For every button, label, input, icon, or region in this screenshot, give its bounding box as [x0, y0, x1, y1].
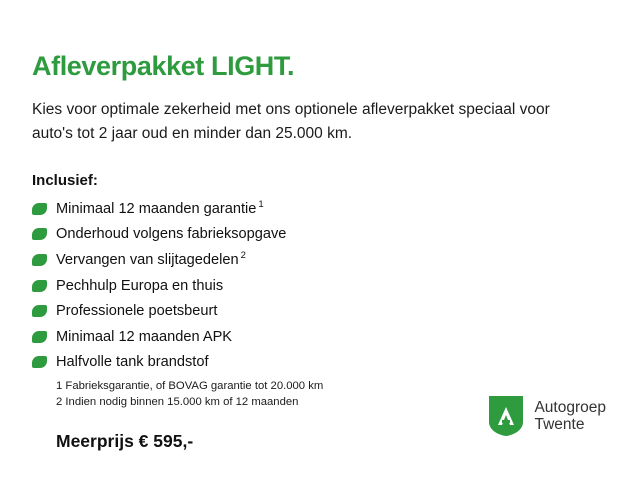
- list-item: [32, 301, 608, 320]
- leaf-bullet-icon: [32, 254, 47, 266]
- brand-line-2: Twente: [534, 416, 585, 433]
- feature-label: Onderhoud volgens fabrieksopgave: [56, 226, 287, 243]
- feature-label: Professionele poetsbeurt: [56, 302, 218, 319]
- leaf-bullet-icon: [32, 280, 47, 292]
- list-item: [32, 224, 608, 243]
- feature-label: Halfvolle tank brandstof: [56, 354, 209, 371]
- list-item: [32, 352, 608, 371]
- feature-label: Pechhulp Europa en thuis: [56, 277, 224, 294]
- price-label: Meerprijs € 595,-: [56, 430, 194, 451]
- list-item: [32, 276, 608, 295]
- intro-text: Kies voor optimale zekerheid met ons optionele afleverpakket speciaal voor auto's tot 2 jaar oud en minder dan 25.000 km.: [32, 100, 550, 142]
- features-list: [32, 199, 608, 372]
- list-item: [32, 250, 608, 269]
- leaf-bullet-icon: [32, 305, 47, 317]
- footnote-line: 2 Indien nodig binnen 15.000 km of 12 maanden: [56, 396, 299, 409]
- leaf-bullet-icon: [32, 356, 47, 368]
- autogroep-shield-icon: [487, 394, 525, 438]
- footnote-marker: 1: [258, 198, 264, 210]
- brand-logo: [487, 394, 606, 438]
- footnote-marker: 2: [240, 249, 246, 261]
- footnote-line: 1 Fabrieksgarantie, of BOVAG garantie tot 20.000 km: [56, 379, 324, 392]
- page-title: Afleverpakket LIGHT.: [32, 51, 295, 81]
- leaf-bullet-icon: [32, 228, 47, 240]
- brand-line-1: Autogroep: [534, 398, 606, 416]
- brand-name: [534, 399, 606, 434]
- feature-label: Vervangen van slijtagedelen $^2$: [56, 249, 246, 268]
- list-item: [32, 199, 608, 218]
- leaf-bullet-icon: [32, 331, 47, 343]
- feature-label: Minimaal 12 maanden garantie $^1$: [56, 198, 264, 217]
- feature-label: Minimaal 12 maanden APK: [56, 328, 233, 345]
- included-heading: Inclusief:: [32, 171, 98, 189]
- list-item: [32, 327, 608, 346]
- leaf-bullet-icon: [32, 203, 47, 215]
